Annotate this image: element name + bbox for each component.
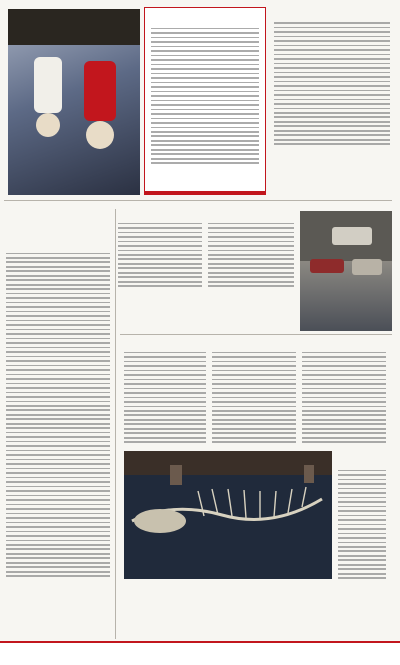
lead-body-col-2 — [212, 349, 296, 443]
lead-sidebar-text — [338, 467, 386, 579]
sidebar-box — [144, 7, 266, 195]
bottom-story — [116, 205, 392, 331]
lead-subheadline — [120, 633, 392, 635]
traffic-illustration — [300, 211, 392, 331]
masthead — [0, 641, 400, 665]
event-illustration — [8, 9, 140, 195]
lower-divider — [4, 200, 392, 201]
right-story — [4, 209, 112, 639]
left-story-body — [274, 19, 390, 145]
traffic-photo — [300, 211, 392, 331]
section-divider — [120, 334, 392, 335]
right-story-headline — [4, 631, 112, 639]
event-photo — [8, 9, 140, 195]
bottom-body-col-1 — [208, 220, 294, 287]
whale-skeleton-illustration — [124, 451, 332, 579]
sidebar-body — [151, 25, 259, 164]
skeleton-exhibition-photo — [124, 451, 332, 579]
left-story — [272, 7, 392, 197]
bottom-body-col-2 — [118, 220, 202, 287]
sidebar-accent-bar — [145, 191, 265, 194]
lead-headline — [120, 635, 392, 639]
left-story-headline — [272, 193, 392, 197]
lead-body-col-1 — [302, 349, 386, 443]
right-story-body — [6, 250, 110, 577]
lead-body-col-3 — [124, 349, 206, 443]
lead-story — [120, 339, 392, 639]
